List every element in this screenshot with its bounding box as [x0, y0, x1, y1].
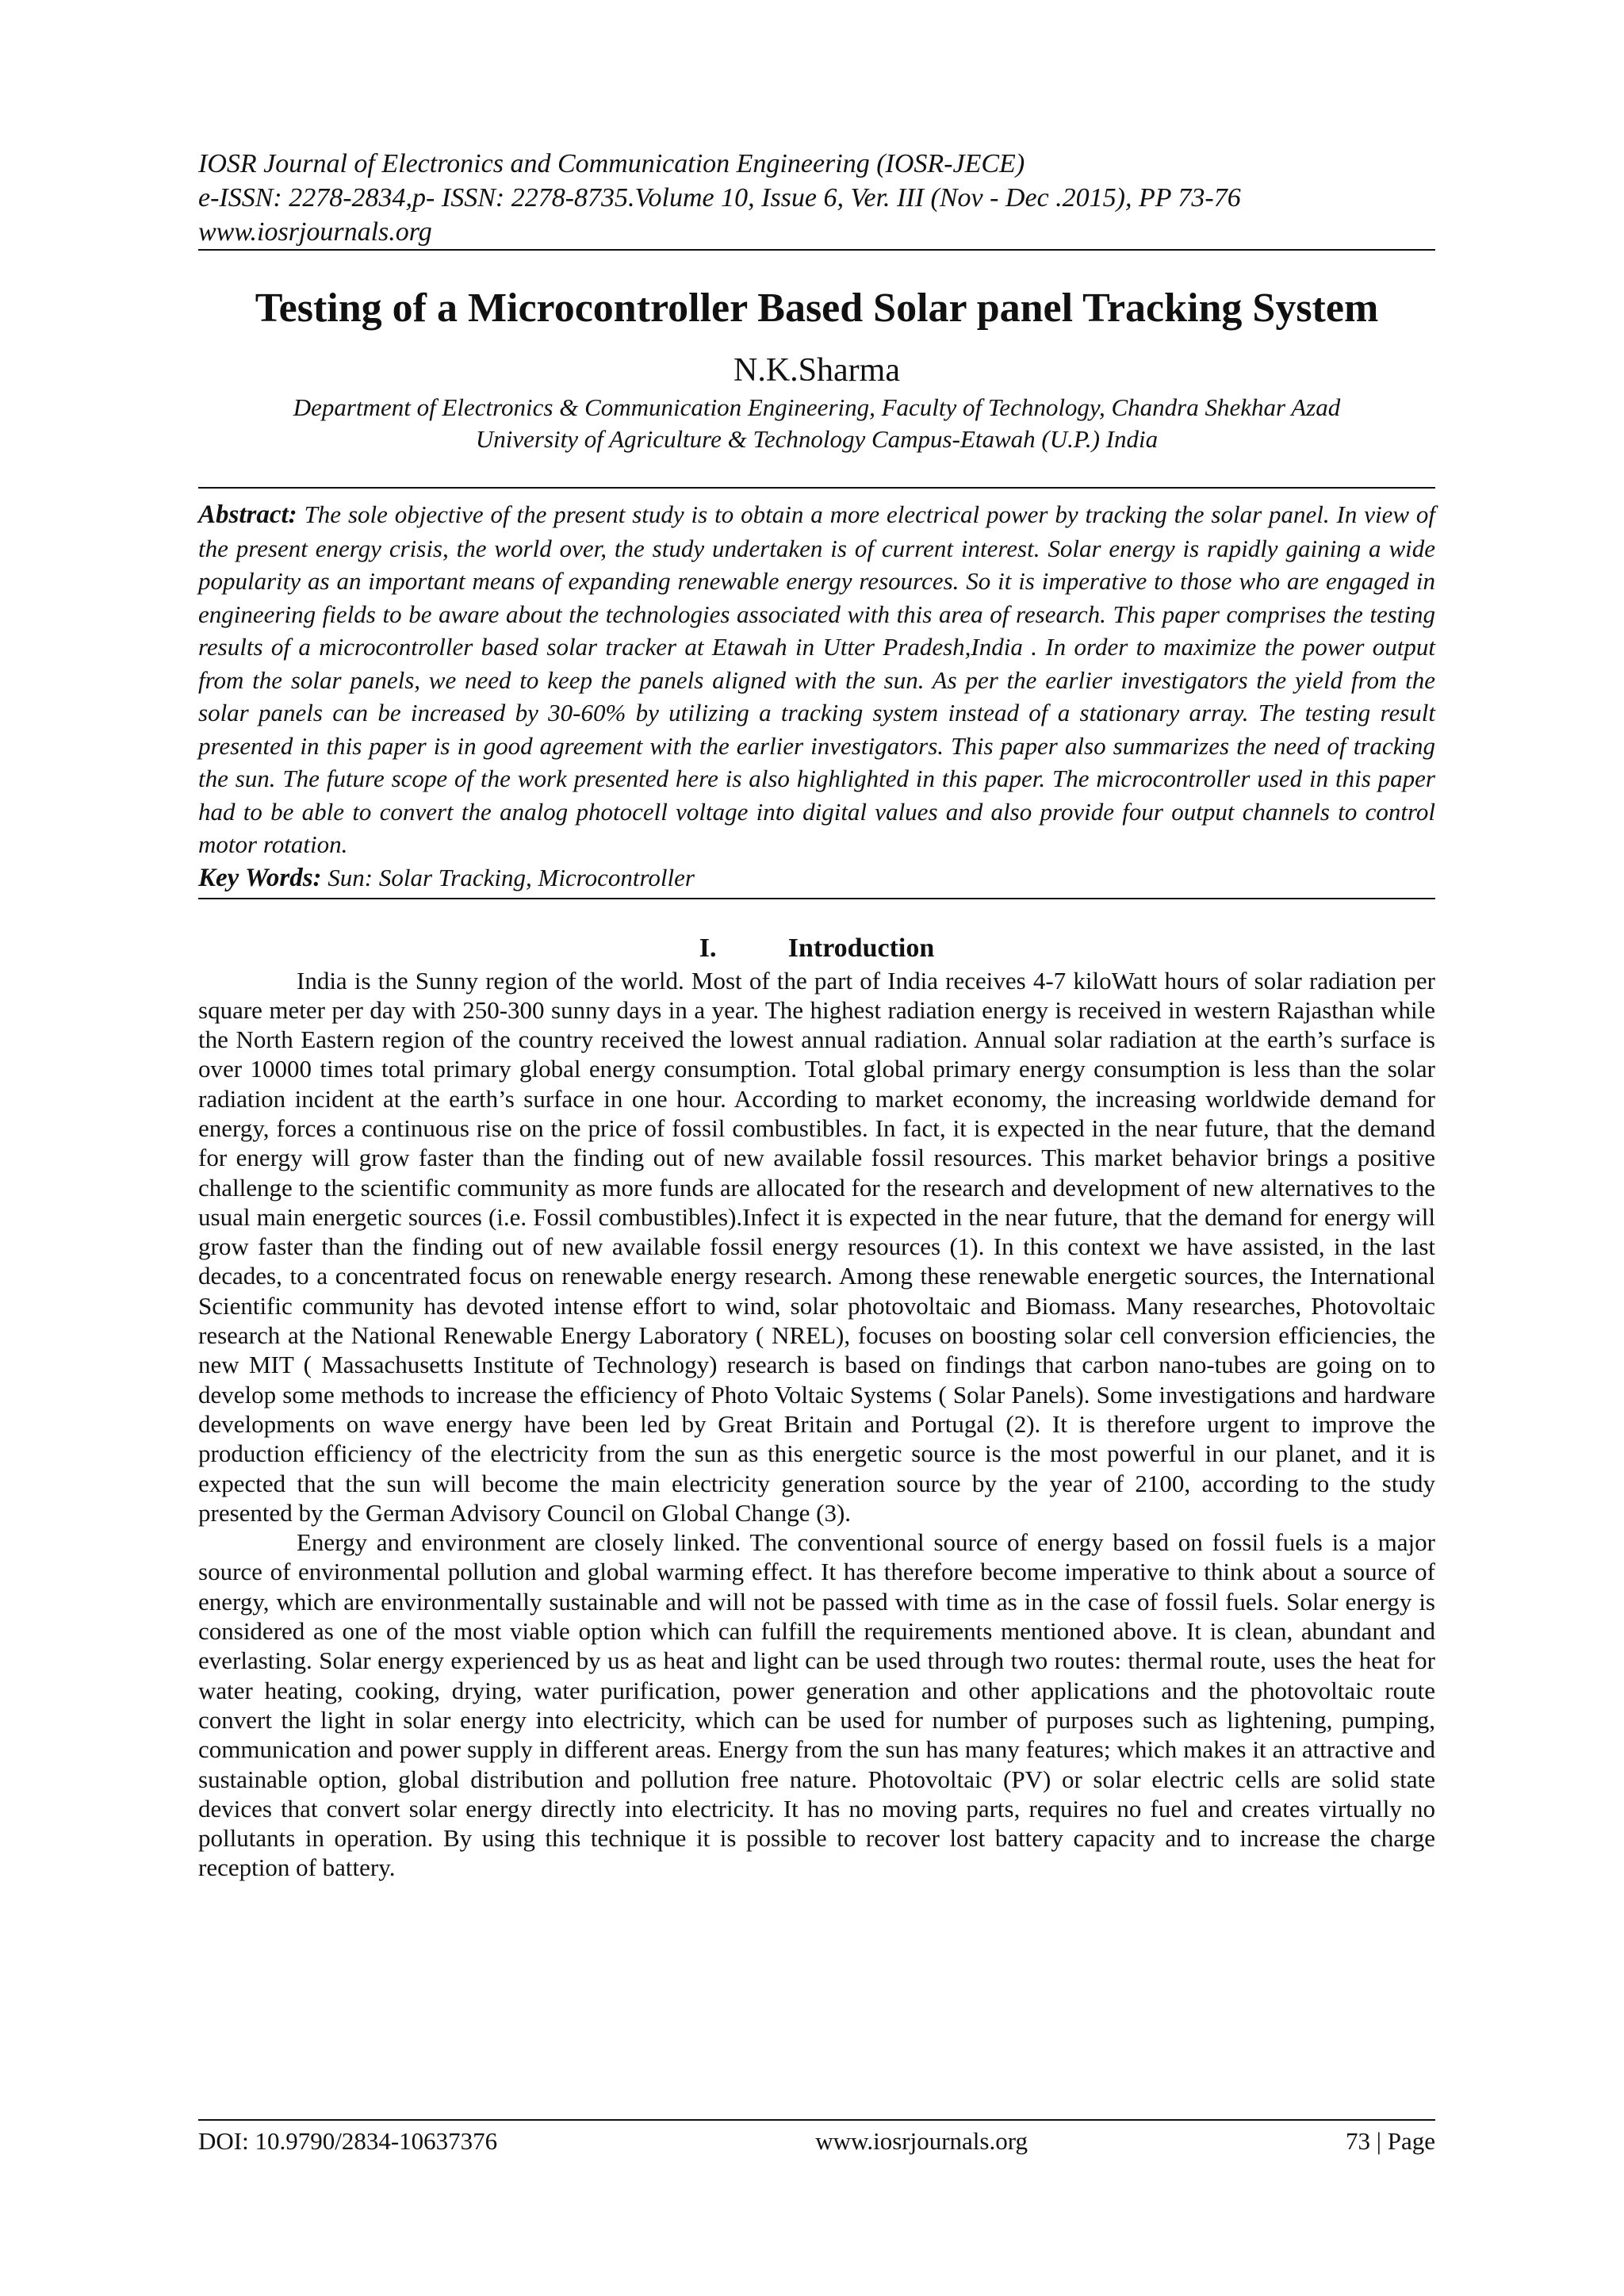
affiliation: [198, 392, 1435, 455]
abstract: [198, 498, 1435, 861]
keywords-label: Key Words:: [198, 863, 322, 892]
author-name: N.K.Sharma: [733, 352, 900, 389]
abstract-bottom-rule: [198, 898, 1435, 899]
paper-page: [198, 147, 1435, 1883]
section-heading: [198, 931, 1435, 966]
journal-name: IOSR Journal of Electronics and Communication Engineering (IOSR-JECE): [198, 149, 1025, 178]
journal-issn-volume: e-ISSN: 2278-2834,p- ISSN: 2278-8735.Volume 10, Issue 6, Ver. III (Nov - Dec .2015), PP 73-76: [198, 183, 1241, 213]
journal-website: www.iosrjournals.org: [198, 217, 432, 247]
keywords: [198, 861, 1435, 895]
footer-doi: DOI: 10.9790/2834-10637376: [198, 2127, 498, 2155]
abstract-text: The sole objective of the present study is to obtain a more electrical power by tracking the solar panel. In view of the present energy crisis, the world over, the study undertaken is of current interest. Solar energy is rapidly gaining a wide popularity as an important means of expanding renewable energy resources. So it is imperative to those who are engaged in engineering fields to be aware about the technologies associated with this area of research. This paper comprises the testing results of a microcontroller based solar tracker at Etawah in Utter Pradesh,India . In order to maximize the power output from the solar panels, we need to keep the panels aligned with the sun. As per the earlier investigators the yield from the solar panels can be increased by 30-60% by utilizing a tracking system instead of a stationary array. The testing result presented in this paper is in good agreement with the earlier investigators. This paper also summarizes the need of tracking the sun. The future scope of the work presented here is also highlighted in this paper. The microcontroller used in this paper had to be able to convert the analog photocell voltage into digital values and also provide four output channels to control motor rotation.: [198, 500, 1436, 858]
section-number: I.: [699, 933, 717, 963]
page-footer: [198, 2119, 1435, 2156]
section-title: Introduction: [787, 933, 935, 963]
abstract-label: Abstract:: [198, 500, 297, 529]
footer-page-number: 73 | Page: [1346, 2127, 1435, 2155]
keywords-text: Sun: Solar Tracking, Microcontroller: [327, 863, 695, 891]
footer-rule: [198, 2119, 1435, 2121]
abstract-top-rule: [198, 487, 1435, 489]
introduction-body: [198, 966, 1435, 1883]
affiliation-line-2: University of Agriculture & Technology Campus-Etawah (U.P.) India: [475, 425, 1159, 453]
body-paragraph: India is the Sunny region of the world. Most of the part of India receives 4-7 kiloWatt hours of solar radiation per square meter per day with 250-300 sunny days in a year. The highest radiation energy is received in western Rajasthan while the North Eastern region of the country received the lowest annual radiation. Annual solar radiation at the earth’s surface is over 10000 times total primary global energy consumption. Total global primary energy consumption is less than the solar radiation incident at the earth’s surface in one hour. According to market economy, the increasing worldwide demand for energy, forces a continuous rise on the price of fossil combustibles. In fact, it is expected in the near future, that the demand for energy will grow faster than the finding out of new available fossil resources. This market behavior brings a positive challenge to the scientific community as more funds are allocated for the research and development of new alternatives to the usual main energetic sources (i.e. Fossil combustibles).Infect it is expected in the near future, that the demand for energy will grow faster than the finding out of new available fossil energy resources (1). In this context we have assisted, in the last decades, to a concentrated focus on renewable energy research. Among these renewable energetic sources, the International Scientific community has devoted intense effort to wind, solar photovoltaic and Biomass. Many researches, Photovoltaic research at the National Renewable Energy Laboratory ( NREL), focuses on boosting solar cell conversion efficiencies, the new MIT ( Massachusetts Institute of Technology) research is based on findings that carbon nano-tubes are going on to develop some methods to increase the efficiency of Photo Voltaic Systems ( Solar Panels). Some investigations and hardware developments on wave energy have been led by Great Britain and Portugal (2). It is therefore urgent to improve the production efficiency of the electricity from the sun as this energetic source is the most powerful in our planet, and it is expected that the sun will become the main electricity generation source by the year of 2100, according to the study presented by the German Advisory Council on Global Change (3).: [198, 966, 1435, 1527]
body-paragraph: Energy and environment are closely linked. The conventional source of energy based on fossil fuels is a major source of environmental pollution and global warming effect. It has therefore become imperative to think about a source of energy, which are environmentally sustainable and will not be passed with time as in the case of fossil fuels. Solar energy is considered as one of the most viable option which can fulfill the requirements mentioned above. It is clean, abundant and everlasting. Solar energy experienced by us as heat and light can be used through two routes: thermal route, uses the heat for water heating, cooking, drying, water purification, power generation and other applications and the photovoltaic route convert the light in solar energy into electricity, which can be used for number of purposes such as lightening, pumping, communication and power supply in different areas. Energy from the sun has many features; which makes it an attractive and sustainable option, global distribution and pollution free nature. Photovoltaic (PV) or solar electric cells are solid state devices that convert solar energy directly into electricity. It has no moving parts, requires no fuel and creates virtually no pollutants in operation. By using this technique it is possible to recover lost battery capacity and to increase the charge reception of battery.: [198, 1528, 1435, 1882]
footer-website: www.iosrjournals.org: [815, 2127, 1028, 2155]
journal-header: [198, 147, 1435, 249]
affiliation-line-1: Department of Electronics & Communication Engineering, Faculty of Technology, Chandra Shekhar Azad: [293, 393, 1341, 421]
header-rule: [198, 249, 1435, 251]
paper-title: Testing of a Microcontroller Based Solar panel Tracking System: [255, 286, 1379, 331]
